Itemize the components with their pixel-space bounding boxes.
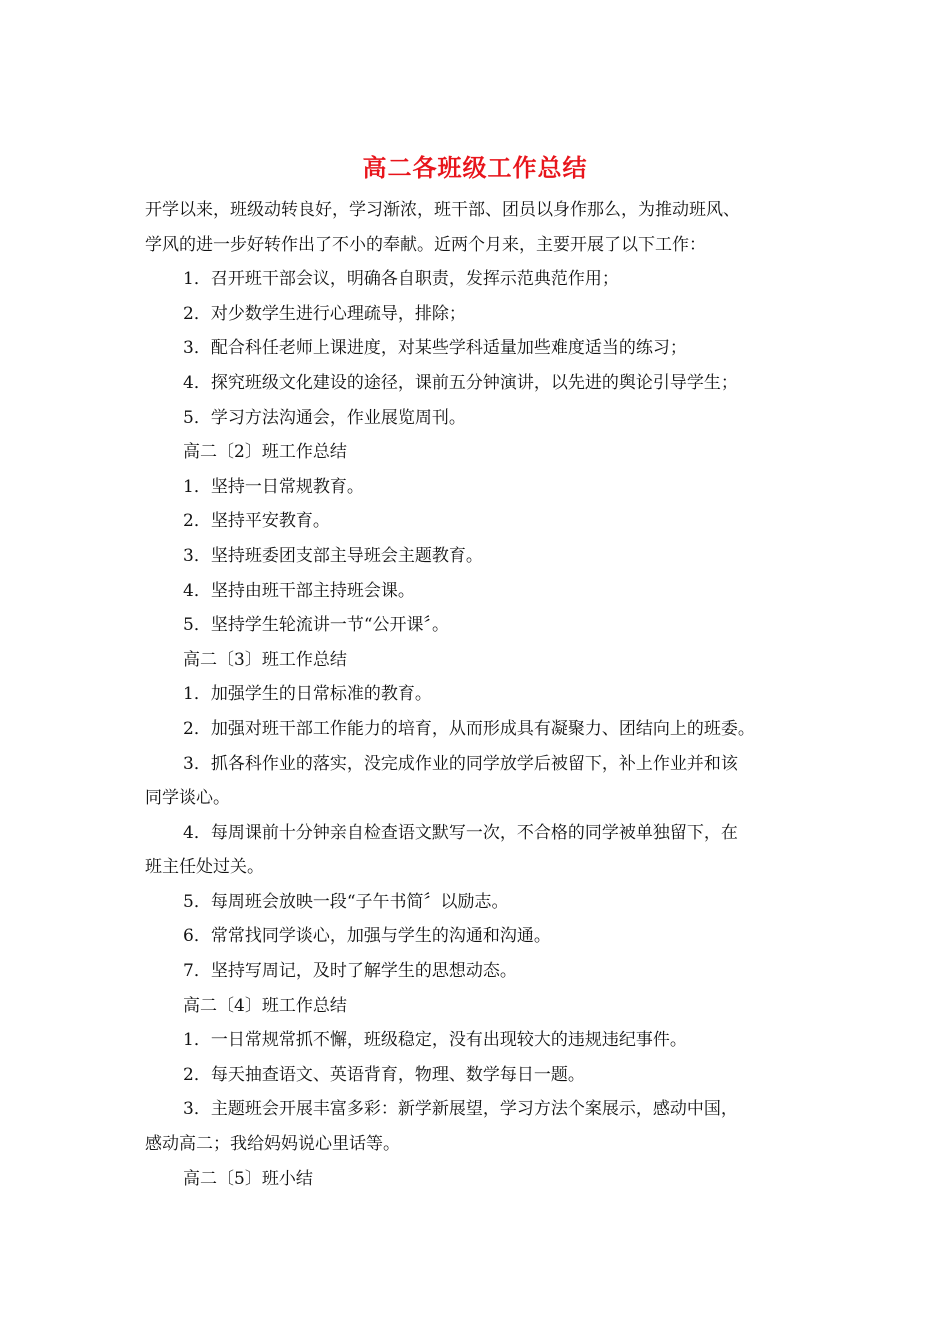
text-line: 1．一日常规常抓不懈，班级稳定，没有出现较大的违规违纪事件。 (183, 1030, 687, 1051)
text-line: 4．坚持由班干部主持班会课。 (183, 580, 415, 601)
text-line: 4．探究班级文化建设的途径，课前五分钟演讲，以先进的舆论引导学生； (183, 372, 738, 393)
text-line: 3．配合科任老师上课进度，对某些学科适量加些难度适当的练习； (183, 338, 687, 359)
text-line: 5．学习方法沟通会，作业展览周刊。 (183, 407, 466, 428)
text-line: 7．坚持写周记，及时了解学生的思想动态。 (183, 961, 517, 982)
text-line: 2．每天抽查语文、英语背育，物理、数学每日一题。 (183, 1064, 585, 1085)
text-line: 4．每周课前十分钟亲自检查语文默写一次，不合格的同学被单独留下，在 (183, 822, 738, 843)
text-line: 高二〔3〕班工作总结 (183, 649, 347, 670)
text-line: 1．召开班干部会议，明确各自职责，发挥示范典范作用； (183, 269, 619, 290)
text-line: 2．加强对班干部工作能力的培育，从而形成具有凝聚力、团结向上的班委。 (183, 718, 755, 739)
document-body (145, 193, 817, 1196)
text-line: 1．加强学生的日常标准的教育。 (183, 684, 432, 705)
text-line: 高二〔5〕班小结 (183, 1168, 313, 1189)
text-line: 6．常常找同学谈心，加强与学生的沟通和沟通。 (183, 926, 551, 947)
text-line: 5．每周班会放映一段“子午书简〞以励志。 (183, 891, 509, 912)
text-line: 班主任处过关。 (145, 857, 264, 878)
text-line: 高二〔2〕班工作总结 (183, 442, 347, 463)
text-line: 3．主题班会开展丰富多彩：新学新展望，学习方法个案展示，感动中国， (183, 1099, 738, 1120)
document-title: 高二各班级工作总结 (362, 153, 588, 182)
text-line: 5．坚持学生轮流讲一节“公开课〞。 (183, 615, 450, 636)
text-line: 开学以来，班级动转良好，学习渐浓，班干部、团员以身作那么，为推动班风、 (145, 200, 740, 220)
text-line: 2．坚持平安教育。 (183, 511, 330, 532)
text-line: 感动高二；我给妈妈说心里话等。 (145, 1134, 400, 1155)
text-line: 2．对少数学生进行心理疏导，排除； (183, 303, 466, 324)
text-line: 3．抓各科作业的落实，没完成作业的同学放学后被留下，补上作业并和该 (183, 753, 738, 774)
text-line: 3．坚持班委团支部主导班会主题教育。 (183, 545, 483, 566)
text-line: 1．坚持一日常规教育。 (183, 476, 364, 497)
text-line: 同学谈心。 (145, 788, 230, 809)
text-line: 学风的进一步好转作出了不小的奉献。近两个月来，主要开展了以下工作： (145, 234, 706, 255)
text-line: 高二〔4〕班工作总结 (183, 995, 347, 1016)
